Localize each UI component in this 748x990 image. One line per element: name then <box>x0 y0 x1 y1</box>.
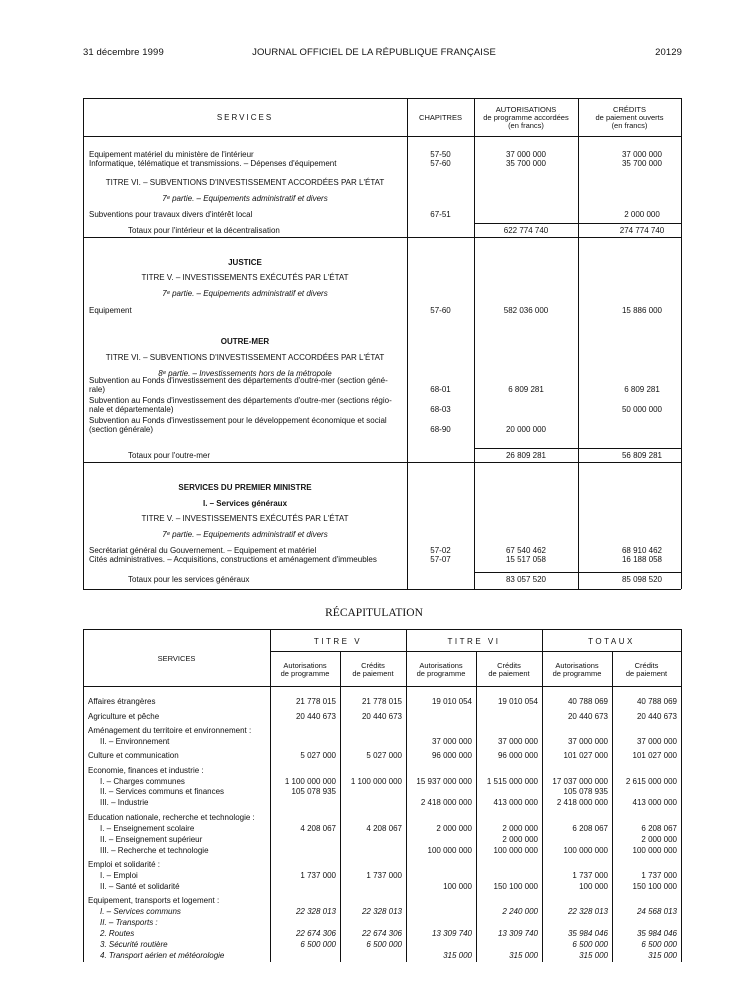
table1-row-chapter: 57-60 <box>430 159 451 168</box>
recap-row-value: 40 788 069 <box>636 697 677 706</box>
table1-row-chapter: 68-03 <box>430 405 451 414</box>
recap-header-group: TITRE V <box>313 637 363 646</box>
recap-row-label: Aménagement du territoire et environnement : <box>88 726 252 735</box>
recap-header-sub: Crédits <box>361 661 385 670</box>
recap-row-label: 3. Sécurité routière <box>100 940 168 949</box>
recap-row-value: 96 000 000 <box>431 751 472 760</box>
table1-row-autorisations: 20 000 000 <box>505 425 547 434</box>
recap-row-value: 1 737 000 <box>300 871 336 880</box>
recap-header-group: TOTAUX <box>588 637 635 646</box>
table1-row-chapter: 57-60 <box>430 306 451 315</box>
recap-row-value: 315 000 <box>648 951 677 960</box>
table1-header-credits: (en francs) <box>611 121 648 130</box>
recap-row-value: 105 078 935 <box>563 787 608 796</box>
table1-section-heading: TITRE V. – INVESTISSEMENTS EXÉCUTÉS PAR L'ÉTAT <box>141 273 349 282</box>
recap-row-value: 5 027 000 <box>366 751 402 760</box>
recap-column-line <box>681 629 682 962</box>
recap-top-border <box>83 629 681 630</box>
header-page-number: 20129 <box>655 47 682 58</box>
recap-column-line <box>83 629 84 962</box>
recap-row-value: 35 984 046 <box>636 929 677 938</box>
recap-row-value: 13 309 740 <box>497 929 538 938</box>
recap-row-label: I. – Services communs <box>100 907 181 916</box>
recap-row-value: 15 937 000 000 <box>416 777 472 786</box>
recap-row-value: 2 000 000 <box>502 824 538 833</box>
recap-row-value: 19 010 054 <box>431 697 472 706</box>
table1-total-autorisations: 622 774 740 <box>503 226 549 235</box>
recap-row-value: 1 737 000 <box>641 871 677 880</box>
recap-header-sub: de paiement <box>352 669 394 678</box>
table1-header-credits: CRÉDITS <box>613 105 646 114</box>
recap-row-value: 17 037 000 000 <box>552 777 608 786</box>
recap-row-value: 1 737 000 <box>366 871 402 880</box>
recap-header-sub: Autorisations <box>419 661 463 670</box>
recap-row-value: 1 515 000 000 <box>486 777 538 786</box>
recap-row-value: 6 500 000 <box>366 940 402 949</box>
table1-row-label-line2: (section générale) <box>89 425 154 434</box>
recap-row-value: 100 000 <box>579 882 608 891</box>
table1-row-label-line2: rale) <box>89 385 106 394</box>
recap-row-label: III. – Industrie <box>100 798 149 807</box>
recap-row-label: Economie, finances et industrie : <box>88 766 204 775</box>
recap-row-value: 96 000 000 <box>497 751 538 760</box>
recap-row-value: 413 000 000 <box>632 798 677 807</box>
table1-total-autorisations: 26 809 281 <box>505 451 547 460</box>
recap-header-sub: de programme <box>552 669 602 678</box>
recap-row-value: 21 778 015 <box>295 697 336 706</box>
recap-header-sub: Crédits <box>634 661 659 670</box>
recap-row-value: 19 010 054 <box>497 697 538 706</box>
recap-header-sub: Autorisations <box>283 661 327 670</box>
recap-row-label: II. – Enseignement supérieur <box>100 835 203 844</box>
recap-row-value: 100 000 000 <box>427 846 472 855</box>
table1-row-chapter: 67-51 <box>430 210 451 219</box>
table1-row-credits: 50 000 000 <box>621 405 663 414</box>
recap-row-value: 2 615 000 000 <box>625 777 677 786</box>
recap-row-value: 20 440 673 <box>636 712 677 721</box>
table1-total-label: Totaux pour l'intérieur et la décentralisation <box>128 226 280 235</box>
table1-row-chapter: 57-02 <box>430 546 451 555</box>
recap-row-value: 20 440 673 <box>295 712 336 721</box>
table1-row-label: Cités administratives. – Acquisitions, constructions et aménagement d'immeubles <box>89 555 377 564</box>
table1-section-heading: 7ᵉ partie. – Equipements administratif et divers <box>162 289 328 298</box>
recap-row-value: 22 328 013 <box>567 907 608 916</box>
table1-header-autorisations: (en francs) <box>508 121 544 130</box>
recap-header-sub: de programme <box>280 669 330 678</box>
table1-total-rule <box>474 448 681 449</box>
header-date: 31 décembre 1999 <box>83 47 164 58</box>
table1-row-chapter: 57-50 <box>430 150 451 159</box>
table1-column-line <box>578 98 579 589</box>
table1-row-autorisations: 582 036 000 <box>503 306 549 315</box>
recap-row-label: I. – Enseignement scolaire <box>100 824 195 833</box>
recap-row-value: 2 000 000 <box>502 835 538 844</box>
table1-section-heading: TITRE V. – INVESTISSEMENTS EXÉCUTÉS PAR L'ÉTAT <box>141 514 349 523</box>
table1-section-rule <box>83 237 681 238</box>
recap-row-value: 40 788 069 <box>567 697 608 706</box>
table1-section-heading: 7ᵉ partie. – Equipements administratif et divers <box>162 194 328 203</box>
recap-row-value: 6 208 067 <box>572 824 608 833</box>
table1-section-heading: OUTRE-MER <box>220 337 270 346</box>
recap-row-label: 4. Transport aérien et météorologie <box>100 951 225 960</box>
recap-row-label: 2. Routes <box>100 929 135 938</box>
recap-row-label: Affaires étrangères <box>88 697 156 706</box>
recap-header-group: TITRE VI <box>447 637 501 646</box>
table1-row-label: Equipement matériel du ministère de l'intérieur <box>89 150 254 159</box>
recap-row-value: 100 000 000 <box>493 846 538 855</box>
table1-section-heading: 8ᵉ partie. – Investissements hors de la métropole <box>158 369 332 378</box>
recap-row-value: 13 309 740 <box>431 929 472 938</box>
recap-leader-dots <box>140 878 264 879</box>
recap-row-value: 2 000 000 <box>436 824 472 833</box>
recap-row-value: 37 000 000 <box>567 737 608 746</box>
table1-section-heading: 7ᵉ partie. – Equipements administratif et divers <box>162 530 328 539</box>
table1-row-autorisations: 67 540 462 <box>505 546 547 555</box>
recap-row-label: I. – Emploi <box>100 871 138 880</box>
recap-row-label: Culture et communication <box>88 751 179 760</box>
table1-row-autorisations: 35 700 000 <box>505 159 547 168</box>
table1-row-label-line1: Subvention au Fonds d'investissement pour le développement économique et social <box>89 416 387 425</box>
table1-total-label: Totaux pour l'outre-mer <box>128 451 211 460</box>
table1-section-rule <box>83 462 681 463</box>
table1-top-border <box>83 98 681 99</box>
recap-row-value: 1 100 000 000 <box>350 777 402 786</box>
table1-row-label-line1: Subvention au Fonds d'investissement des départements d'outre-mer (sections régio- <box>89 396 392 405</box>
table1-header-border <box>83 136 681 137</box>
table1-header-autorisations: AUTORISATIONS <box>495 105 557 114</box>
table1-row-label: Informatique, télématique et transmissions. – Dépenses d'équipement <box>89 159 337 168</box>
recap-header-sub: de paiement <box>625 669 668 678</box>
table1-row-label: Secrétariat général du Gouvernement. – Equipement et matériel <box>89 546 317 555</box>
recap-header-sub: de paiement <box>488 669 530 678</box>
recap-row-label: Emploi et solidarité : <box>88 860 161 869</box>
table1-section-heading: JUSTICE <box>228 258 262 267</box>
recap-row-value: 22 328 013 <box>295 907 336 916</box>
table1-section-heading: TITRE VI. – SUBVENTIONS D'INVESTISSEMENT ACCORDÉES PAR L'ÉTAT <box>105 353 385 362</box>
recap-row-value: 24 568 013 <box>636 907 677 916</box>
recap-row-value: 37 000 000 <box>431 737 472 746</box>
table1-total-credits: 56 809 281 <box>621 451 663 460</box>
recap-row-value: 6 500 000 <box>300 940 336 949</box>
table1-row-credits: 16 188 058 <box>621 555 663 564</box>
recap-row-value: 21 778 015 <box>361 697 402 706</box>
recap-title: RÉCAPITULATION <box>325 607 423 619</box>
recap-row-label: Agriculture et pêche <box>88 712 160 721</box>
recap-row-value: 4 208 067 <box>300 824 336 833</box>
table1-row-label-line1: Subvention au Fonds d'investissement des départements d'outre-mer (section géné- <box>89 376 388 385</box>
recap-row-value: 5 027 000 <box>300 751 336 760</box>
table1-row-credits: 15 886 000 <box>621 306 663 315</box>
recap-row-value: 1 100 000 000 <box>284 777 336 786</box>
recap-header-services: SERVICES <box>157 654 196 663</box>
recap-row-value: 22 674 306 <box>361 929 402 938</box>
recap-row-value: 4 208 067 <box>366 824 402 833</box>
table1-row-autorisations: 15 517 058 <box>505 555 547 564</box>
recap-row-value: 2 418 000 000 <box>420 798 472 807</box>
recap-row-value: 315 000 <box>509 951 538 960</box>
table1-leader-dots <box>89 313 400 314</box>
table1-header-chapitres: CHAPITRES <box>419 113 462 122</box>
recap-row-value: 6 208 067 <box>641 824 677 833</box>
recap-row-value: 101 027 000 <box>632 751 677 760</box>
recap-row-value: 315 000 <box>443 951 472 960</box>
recap-row-value: 105 078 935 <box>291 787 336 796</box>
table1-total-rule <box>474 223 681 224</box>
table1-row-autorisations: 6 809 281 <box>508 385 544 394</box>
recap-row-label: II. – Services communs et finances <box>100 787 225 796</box>
recap-row-value: 315 000 <box>579 951 608 960</box>
table1-row-autorisations: 37 000 000 <box>505 150 547 159</box>
table1-total-rule <box>474 572 681 573</box>
table1-column-line <box>681 98 682 589</box>
table1-header-services: SERVICES <box>216 113 274 122</box>
table1-total-label: Totaux pour les services généraux <box>128 575 250 584</box>
recap-row-label: II. – Environnement <box>100 737 170 746</box>
recap-header-sub: Autorisations <box>555 661 599 670</box>
table1-row-credits: 68 910 462 <box>621 546 663 555</box>
recap-row-label: II. – Santé et solidarité <box>100 882 180 891</box>
recap-row-value: 37 000 000 <box>636 737 677 746</box>
recap-row-label: III. – Recherche et technologie <box>100 846 209 855</box>
recap-row-value: 101 027 000 <box>563 751 608 760</box>
recap-leader-dots <box>140 805 264 806</box>
recap-header-border <box>83 686 681 687</box>
recap-column-line <box>406 629 407 962</box>
recap-row-value: 413 000 000 <box>493 798 538 807</box>
table1-section-heading: SERVICES DU PREMIER MINISTRE <box>178 483 312 492</box>
header-journal-title: JOURNAL OFFICIEL DE LA RÉPUBLIQUE FRANÇAISE <box>252 47 496 58</box>
recap-row-value: 2 000 000 <box>641 835 677 844</box>
recap-row-label: Education nationale, recherche et technologie : <box>88 813 255 822</box>
table1-bottom-border <box>83 589 681 590</box>
recap-row-value: 20 440 673 <box>361 712 402 721</box>
recap-header-sub: Crédits <box>497 661 521 670</box>
recap-row-value: 37 000 000 <box>497 737 538 746</box>
recap-row-value: 22 674 306 <box>295 929 336 938</box>
recap-row-value: 2 240 000 <box>502 907 538 916</box>
table1-column-line <box>407 98 408 589</box>
recap-row-value: 100 000 000 <box>563 846 608 855</box>
recap-row-value: 20 440 673 <box>567 712 608 721</box>
table1-total-credits: 274 774 740 <box>619 226 665 235</box>
recap-row-label: Equipement, transports et logement : <box>88 896 220 905</box>
table1-column-line <box>474 98 475 589</box>
recap-row-value: 150 100 000 <box>493 882 538 891</box>
table1-row-credits: 35 700 000 <box>621 159 663 168</box>
table1-row-label: Equipement <box>89 306 132 315</box>
table1-row-label-line2: nale et départementale) <box>89 405 174 414</box>
recap-row-value: 2 418 000 000 <box>556 798 608 807</box>
recap-leader-dots <box>140 936 264 937</box>
recap-row-value: 6 500 000 <box>572 940 608 949</box>
recap-row-value: 1 737 000 <box>572 871 608 880</box>
recap-row-value: 6 500 000 <box>641 940 677 949</box>
recap-row-value: 35 984 046 <box>567 929 608 938</box>
recap-row-value: 150 100 000 <box>632 882 677 891</box>
table1-section-heading: I. – Services généraux <box>202 499 288 508</box>
table1-row-credits: 6 809 281 <box>624 385 660 394</box>
table1-header-credits: de paiement ouverts <box>595 113 664 122</box>
table1-total-autorisations: 83 057 520 <box>505 575 547 584</box>
recap-row-value: 100 000 000 <box>632 846 677 855</box>
table1-section-heading: TITRE VI. – SUBVENTIONS D'INVESTISSEMENT ACCORDÉES PAR L'ÉTAT <box>105 178 385 187</box>
table1-header-autorisations: de programme accordées <box>483 113 569 122</box>
recap-header-sub: de programme <box>416 669 466 678</box>
table1-row-chapter: 68-90 <box>430 425 451 434</box>
recap-row-label: II. – Transports : <box>100 918 158 927</box>
table1-row-chapter: 57-07 <box>430 555 451 564</box>
table1-row-credits: 37 000 000 <box>621 150 663 159</box>
table1-row-label: Subventions pour travaux divers d'intérêt local <box>89 210 253 219</box>
table1-total-credits: 85 098 520 <box>621 575 663 584</box>
table1-row-chapter: 68-01 <box>430 385 451 394</box>
recap-row-value: 22 328 013 <box>361 907 402 916</box>
table1-row-credits: 2 000 000 <box>624 210 660 219</box>
recap-row-value: 100 000 <box>443 882 472 891</box>
recap-row-label: I. – Charges communes <box>100 777 185 786</box>
